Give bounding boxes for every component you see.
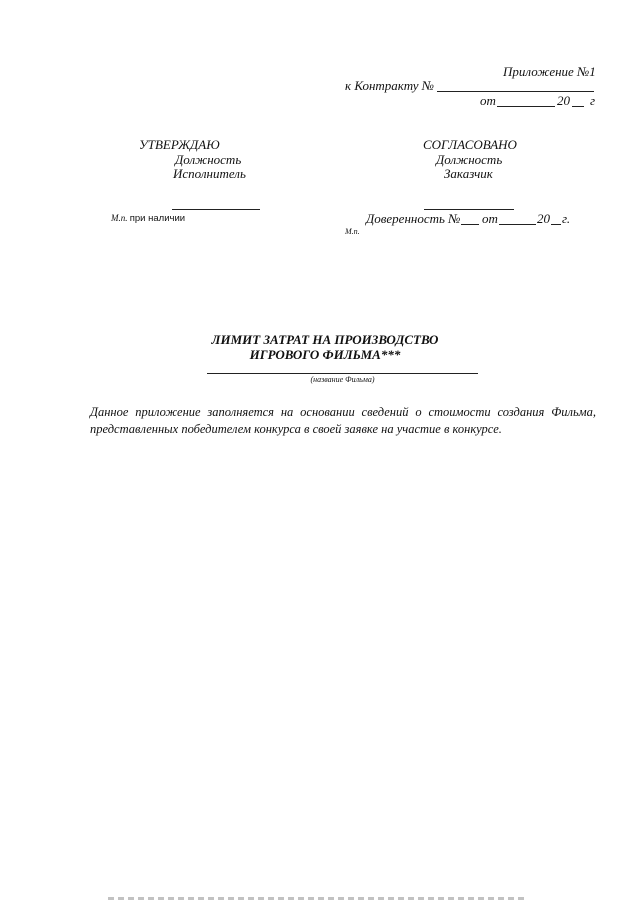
document-title-line1: ЛИМИТ ЗАТРАТ НА ПРОИЗВОДСТВО [211, 332, 439, 347]
approve-heading: УТВЕРЖДАЮ [139, 137, 220, 152]
approve-stamp-note [111, 213, 185, 224]
agreed-signature-line[interactable] [424, 209, 514, 210]
proxy-from: от [482, 211, 498, 226]
explanatory-paragraph: Данное приложение заполняется на основании сведений о стоимости создания Фильма, представленных победителем конкурса в своей заявке на участие в конкурсе. [90, 405, 596, 436]
approve-role: Исполнитель [173, 166, 246, 181]
contract-date-suffix: г [590, 93, 596, 108]
scan-artifact-footer [108, 897, 528, 900]
document-title-line2: ИГРОВОГО ФИЛЬМА*** [249, 347, 401, 362]
film-name-caption: (название Фильма) [310, 375, 375, 384]
contract-number-line[interactable] [437, 91, 594, 92]
approve-signature-line[interactable] [172, 209, 260, 210]
agreed-stamp-note: М.п. [345, 227, 360, 236]
contract-date-from: от [480, 93, 496, 108]
contract-date-year: 20 [557, 93, 570, 108]
approve-position: Должность [175, 152, 242, 167]
proxy-number-line[interactable] [461, 224, 479, 225]
contract-year-line[interactable] [572, 106, 584, 107]
agreed-role: Заказчик [444, 166, 493, 181]
agreed-heading: СОГЛАСОВАНО [423, 137, 517, 152]
proxy-year: 20 [537, 211, 550, 226]
contract-label: к Контракту № [345, 78, 435, 93]
stamp-condition: при наличии [129, 213, 186, 224]
contract-date-line[interactable] [497, 106, 555, 107]
agreed-position: Должность [436, 152, 503, 167]
stamp-abbrev: М.п. [111, 213, 128, 223]
appendix-number: Приложение №1 [503, 64, 596, 79]
proxy-year-line[interactable] [551, 224, 561, 225]
proxy-label: Доверенность № [366, 211, 461, 226]
proxy-suffix: г. [562, 211, 571, 226]
film-name-line[interactable] [207, 373, 478, 374]
proxy-date-line[interactable] [499, 224, 536, 225]
